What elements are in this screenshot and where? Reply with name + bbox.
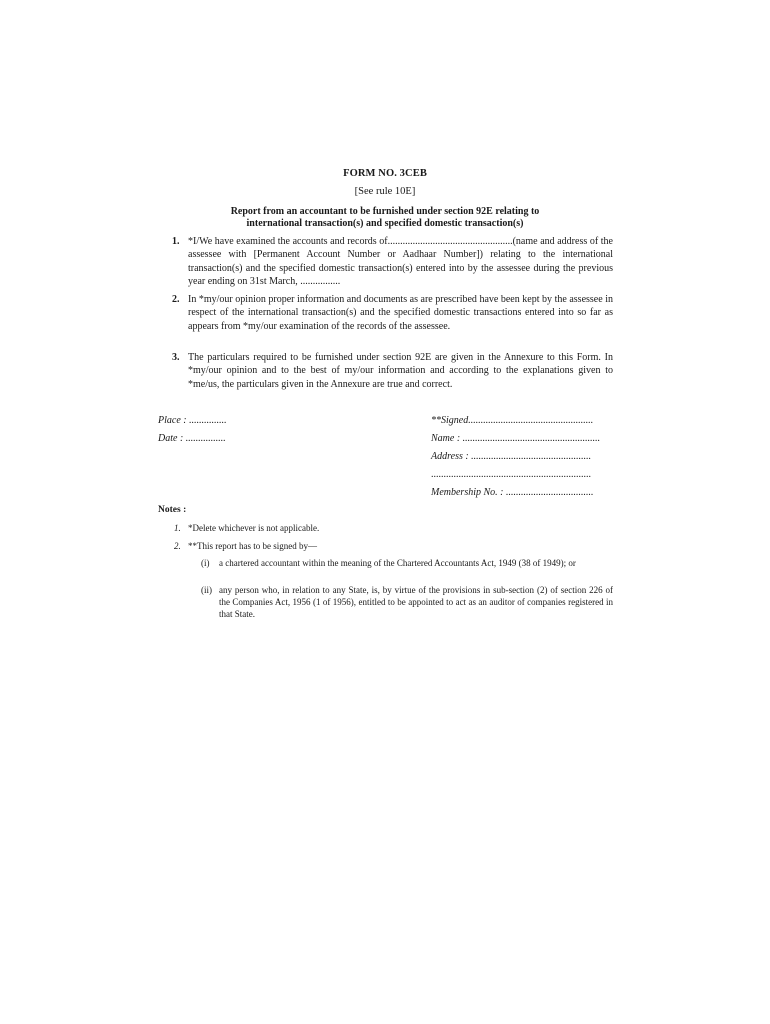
- membership-number-field: Membership No. : ...................................: [431, 487, 594, 498]
- paragraph-number: 1.: [172, 236, 180, 247]
- address-field: Address : ................................................: [431, 451, 592, 462]
- paragraph-3: [172, 351, 613, 391]
- report-heading: [200, 206, 570, 230]
- notes-heading: Notes :: [158, 505, 187, 515]
- report-heading-line1: Report from an accountant to be furnished under section 92E relating to: [230, 206, 540, 217]
- rule-reference: [See rule 10E]: [354, 186, 416, 197]
- note-sub-item-ii: [201, 584, 613, 620]
- paragraph-text: In *my/our opinion proper information and documents as are prescribed have been kept by the assessee in respect of the international transaction(s) and the specified domestic transactions entered into so far as appears from *my/our examination of the records of the assessee.: [188, 294, 613, 332]
- paragraph-text: *I/We have examined the accounts and records of..................................................(name and address of the assessee with [Permanent Account Number or Aadhaar Number]) relating to the international transaction(s) and the specified domestic transaction(s) entered into by the assessee during the previous year ending on 31st March, ................: [188, 236, 613, 288]
- form-title: FORM NO. 3CEB: [343, 168, 427, 179]
- sub-item-text: any person who, in relation to any State, is, by virtue of the provisions in sub-section (2) of section 226 of the Companies Act, 1956 (1 of 1956), entitled to be appointed to act as an auditor of companies registered in that State.: [219, 585, 613, 619]
- paragraph-number: 2.: [172, 294, 180, 305]
- note-1: [174, 522, 614, 534]
- sub-item-number: (i): [201, 558, 210, 568]
- paragraph-number: 3.: [172, 352, 180, 363]
- report-heading-line2: international transaction(s) and specified domestic transaction(s): [246, 218, 524, 229]
- note-number: 2.: [174, 541, 181, 551]
- note-2: [174, 540, 614, 552]
- place-field: Place : ...............: [158, 415, 227, 426]
- paragraph-1: [172, 235, 613, 289]
- name-field: Name : .......................................................: [431, 433, 601, 444]
- note-text: **This report has to be signed by—: [188, 541, 317, 551]
- note-sub-item-i: [201, 557, 613, 569]
- paragraph-text: The particulars required to be furnished under section 92E are given in the Annexure to this Form. In *my/our opinion and to the best of my/our information and according to the explanations given to *me/us, the particulars given in the Annexure are true and correct.: [188, 352, 613, 390]
- note-number: 1.: [174, 523, 181, 533]
- date-field: Date : ................: [158, 433, 226, 444]
- signed-field: **Signed..................................................: [431, 415, 594, 426]
- sub-item-number: (ii): [201, 585, 212, 595]
- paragraph-2: [172, 293, 613, 333]
- address-field-line2: ................................................................: [431, 469, 591, 480]
- note-text: *Delete whichever is not applicable.: [188, 523, 320, 533]
- sub-item-text: a chartered accountant within the meaning of the Chartered Accountants Act, 1949 (38 of 1949); or: [219, 558, 576, 568]
